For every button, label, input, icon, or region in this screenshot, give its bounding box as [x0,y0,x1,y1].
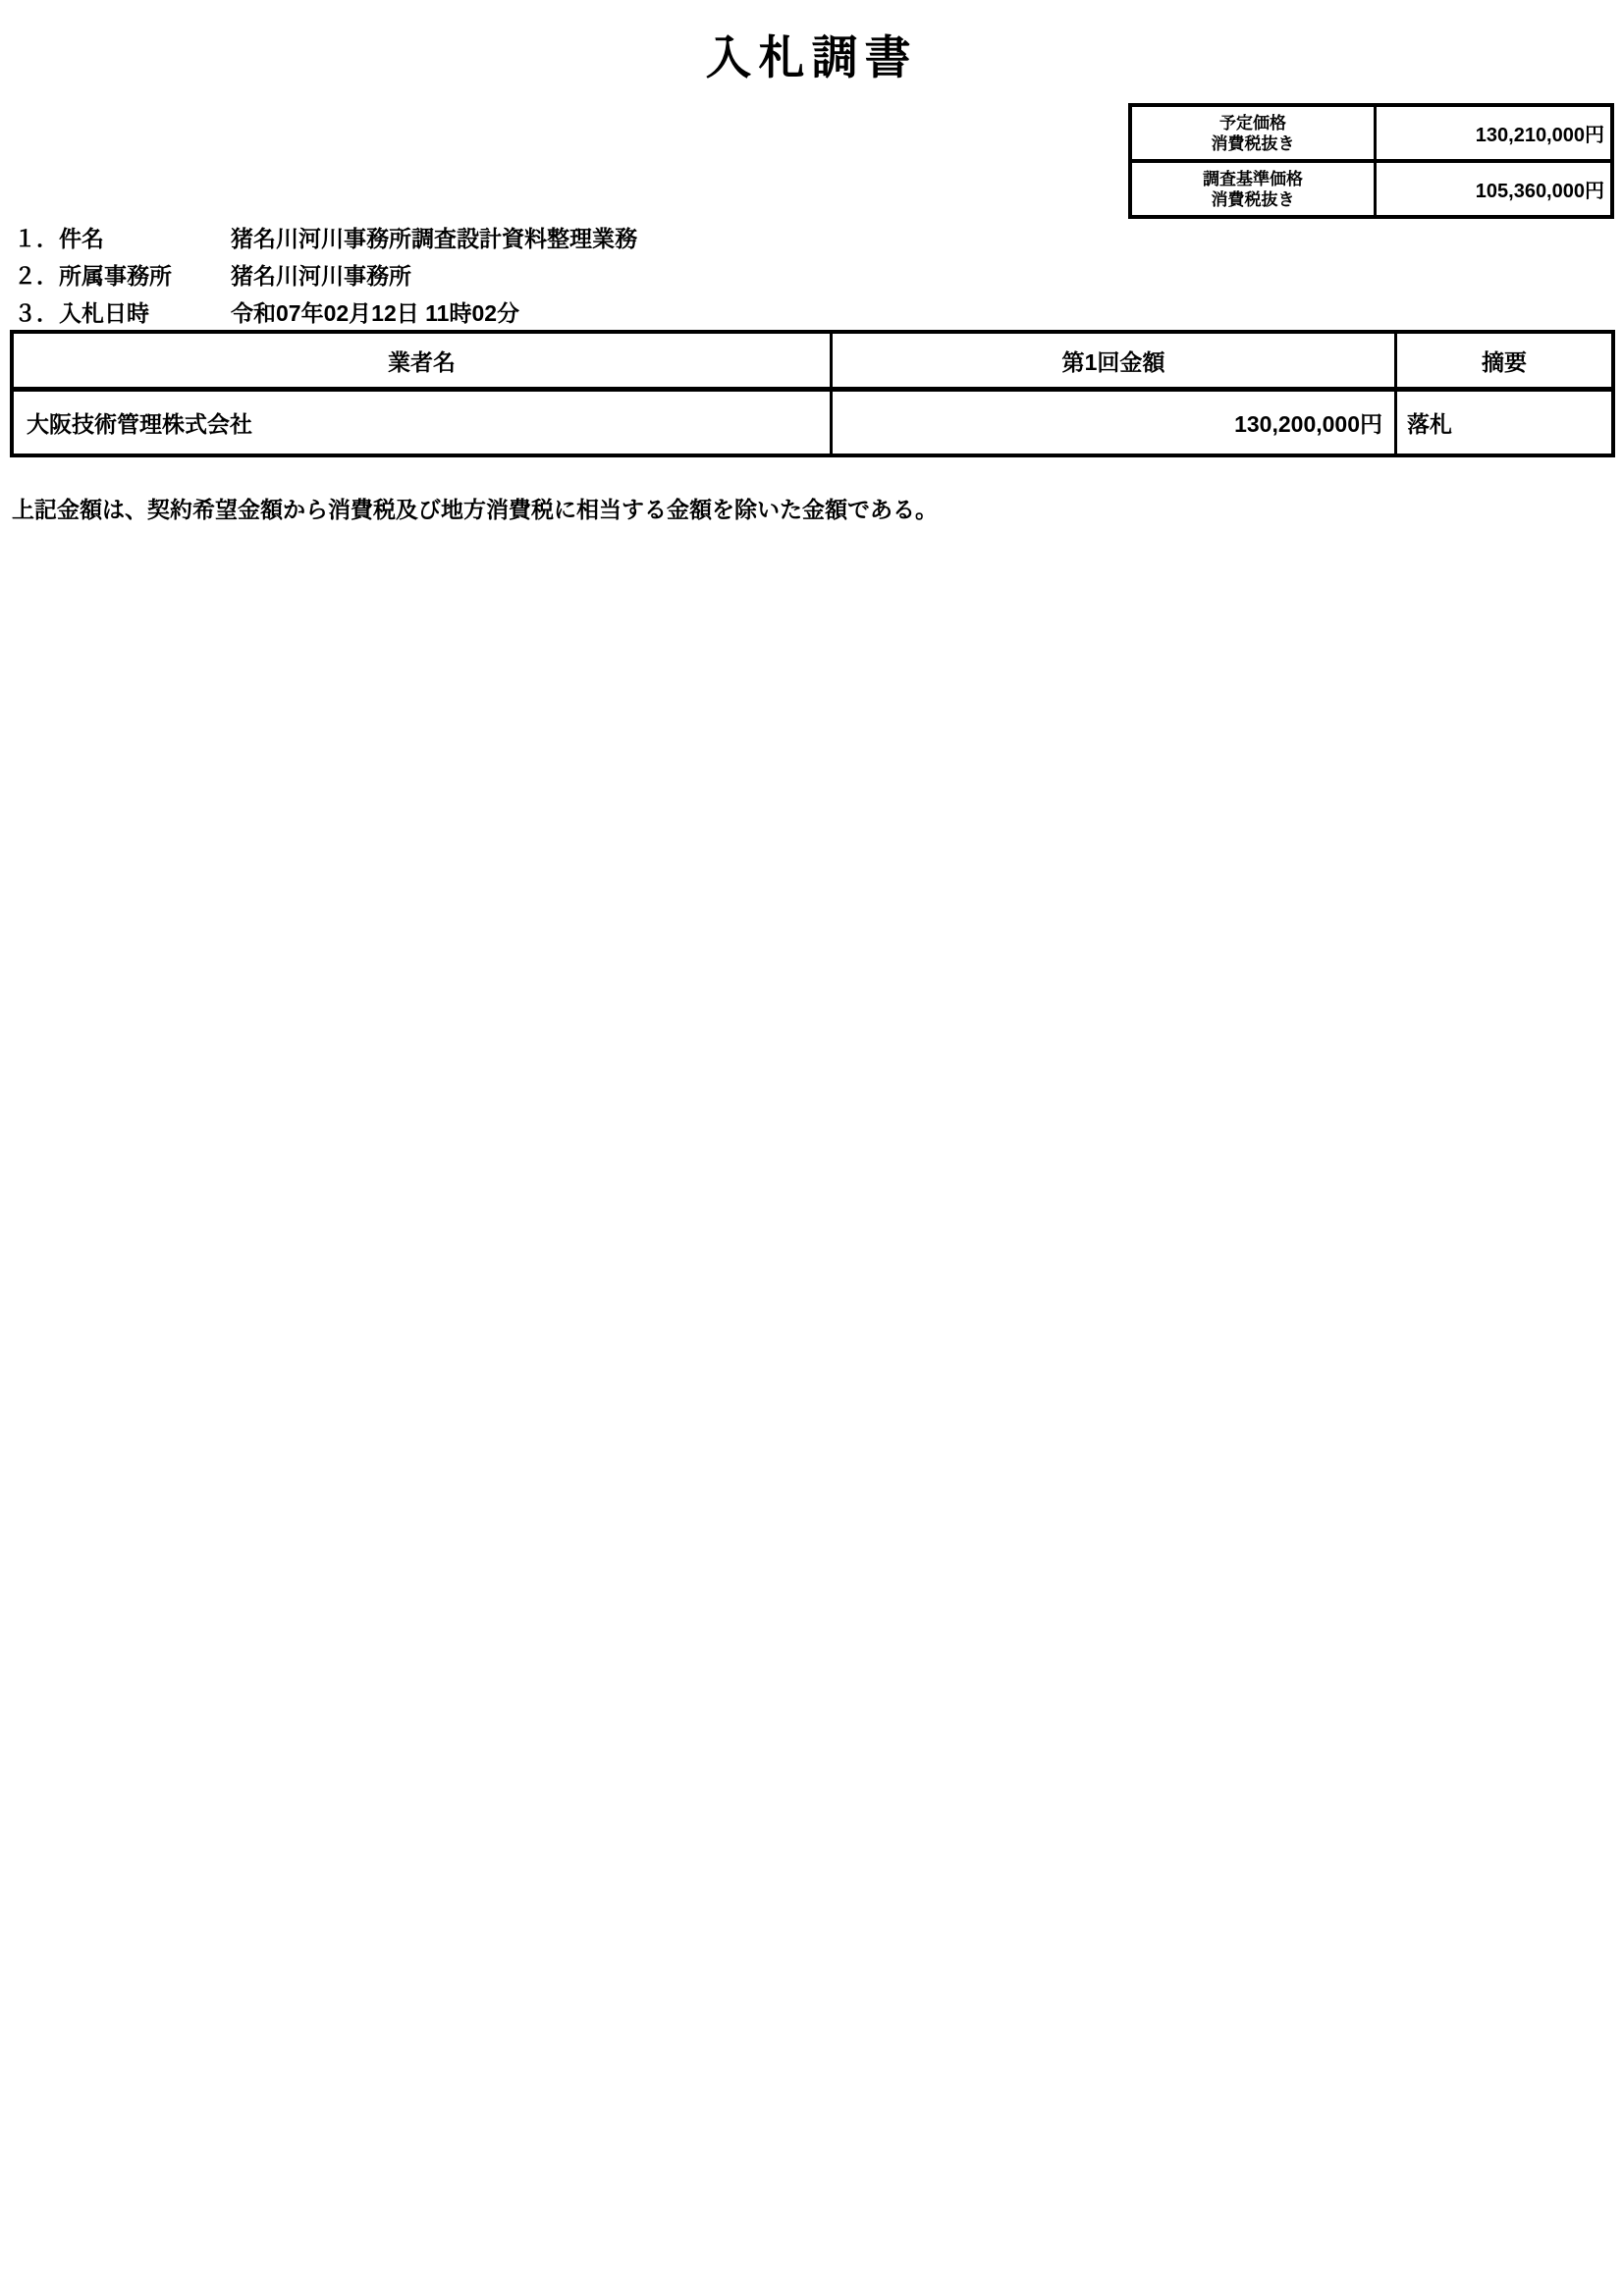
info-list [14,218,637,330]
info-item-office [14,255,637,293]
survey-base-price-row [1132,159,1610,215]
first-amount-column-header: 第1回金額 [833,334,1397,387]
subject-value: 猪名川河川事務所調査設計資料整理業務 [231,225,637,251]
planned-price-label [1132,107,1377,159]
vendor-column-header: 業者名 [14,334,833,387]
subject-label: 件名 [59,225,104,251]
info-item-bid-datetime [14,293,637,330]
subject-number: １． [14,225,59,251]
planned-price-row [1132,107,1610,159]
bid-datetime-number: ３． [14,299,59,326]
survey-base-price-label [1132,163,1377,215]
office-label-group [14,258,231,291]
office-label: 所属事務所 [59,262,172,289]
bid-datetime-label-group [14,295,231,328]
first-amount-cell: 130,200,000円 [833,392,1397,454]
bid-table-data-row [14,387,1611,454]
subject-label-group [14,221,231,253]
info-item-subject [14,218,637,255]
remarks-column-header: 摘要 [1482,348,1527,375]
bid-datetime-label: 入札日時 [59,299,149,326]
bid-table-header-row [14,334,1611,387]
survey-base-price-label-line1: 調査基準価格 [1203,169,1303,188]
office-number: ２． [14,262,59,289]
survey-base-price-label-line2: 消費税抜き [1211,189,1295,209]
survey-base-price-value: 105,360,000円 [1475,181,1604,202]
amount-explanation-note: 上記金額は、契約希望金額から消費税及び地方消費税に相当する金額を除いた金額である。 [12,497,938,522]
planned-price-value: 130,210,000円 [1475,125,1604,146]
planned-price-label-line2: 消費税抜き [1211,133,1295,153]
bid-results-table [10,330,1615,457]
document-title: 入札調書 [705,31,918,83]
planned-price-label-line1: 予定価格 [1219,113,1286,133]
bid-datetime-value: 令和07年02月12日 11時02分 [231,299,520,326]
office-value: 猪名川河川事務所 [231,262,411,289]
vendor-name-cell: 大阪技術管理株式会社 [14,392,833,454]
remarks-cell: 落札 [1407,411,1452,437]
price-summary-table [1128,103,1614,219]
